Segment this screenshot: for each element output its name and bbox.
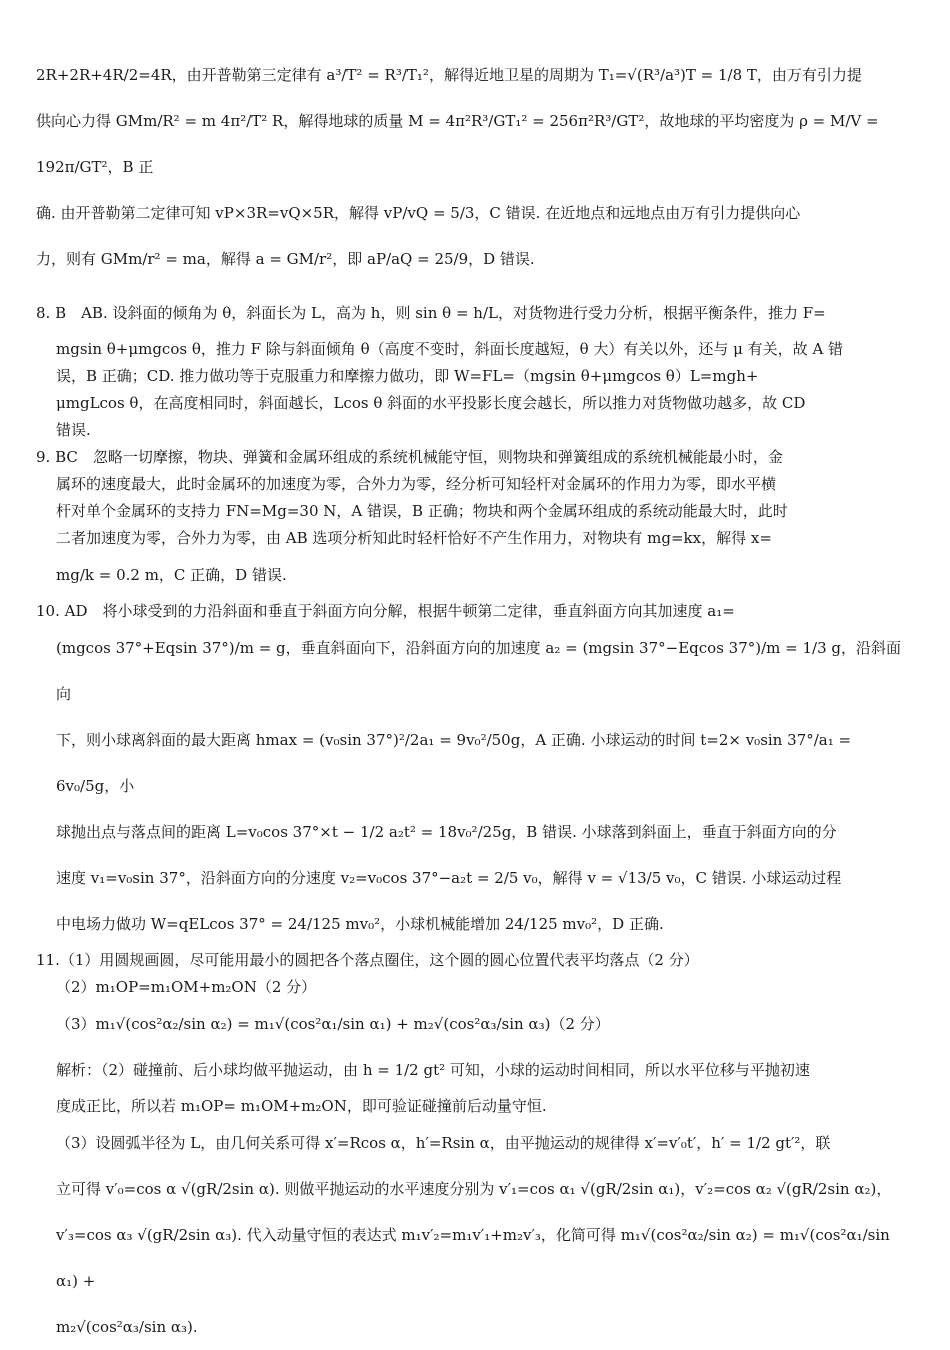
q11-line-4: 解析：（2）碰撞前、后小球均做平抛运动，由 h = 1/2 gt² 可知，小球的运动时间相同，所以水平位移与平抛初速 [56,1061,810,1079]
q7-line-1: 2R+2R+4R/2=4R，由开普勒第三定律有 a³/T² = R³/T₁²，解得近地卫星的周期为 T₁=√(R³/a³)T = 1/8 T，由万有引力提 [36,66,862,84]
q9-line-2: 属环的速度最大，此时金属环的加速度为零，合外力为零，经分析可知轻杆对金属环的作用力为零，即水平横 [56,475,777,493]
answer-block-9 [36,444,914,598]
q11-line-5: 度成正比，所以若 m₁OP= m₁OM+m₂ON，即可验证碰撞前后动量守恒. [56,1097,547,1115]
q11-line-1: 11.（1）用圆规画圆，尽可能用最小的圆把各个落点圈住，这个圆的圆心位置代表平均落点（2 分） [36,951,699,969]
q9-line-5: mg/k = 0.2 m，C 正确，D 错误. [56,566,287,584]
q7-line-2: 供向心力得 GMm/R² = m 4π²/T² R，解得地球的质量 M = 4π²R³/GT₁² = 256π²R³/GT²，故地球的平均密度为 ρ = M/V = 192π/GT²，B 正 [36,112,879,176]
q7-line-4: 力，则有 GMm/r² = ma，解得 a = GM/r²，即 aP/aQ = 25/9，D 错误. [36,250,535,268]
q8-line-3: 误，B 正确；CD. 推力做功等于克服重力和摩擦力做功，即 W=FL=（mgsin θ+μmgcos θ）L=mgh+ [56,367,759,385]
answer-block-7 [36,52,914,282]
q8-line-5: 错误. [56,421,91,439]
q7-line-3: 确. 由开普勒第二定律可知 vP×3R=vQ×5R，解得 vP/vQ = 5/3，C 错误. 在近地点和远地点由万有引力提供向心 [36,204,801,222]
q9-line-3: 杆对单个金属环的支持力 FN=Mg=30 N，A 错误，B 正确；物块和两个金属环组成的系统动能最大时，此时 [56,502,788,520]
q8-line-4: μmgLcos θ，在高度相同时，斜面越长，Lcos θ 斜面的水平投影长度会越长，所以推力对货物做功越多，故 CD [56,394,806,412]
q8-line-1: 8. B AB. 设斜面的倾角为 θ，斜面长为 L，高为 h，则 sin θ = h/L，对货物进行受力分析，根据平衡条件，推力 F= [36,304,826,322]
q10-line-1: 10. AD 将小球受到的力沿斜面和垂直于斜面方向分解，根据牛顿第二定律，垂直斜面方向其加速度 a₁= [36,602,735,620]
q11-line-2: （2）m₁OP=m₁OM+m₂ON（2 分） [56,978,317,996]
q10-line-3: 下，则小球离斜面的最大距离 hmax = (v₀sin 37°)²/2a₁ = 9v₀²/50g，A 正确. 小球运动的时间 t=2× v₀sin 37°/a₁ = 6v₀/5g，小 [56,731,852,795]
q9-line-1: 9. BC 忽略一切摩擦，物块、弹簧和金属环组成的系统机械能守恒，则物块和弹簧组成的系统机械能最小时，金 [36,448,783,466]
q11-line-9: m₂√(cos²α₃/sin α₃). [56,1318,198,1336]
q11-line-7: 立可得 v′₀=cos α √(gR/2sin α). 则做平抛运动的水平速度分别为 v′₁=cos α₁ √(gR/2sin α₁)，v′₂=cos α₂ √(gR/2sin α₂)， [56,1180,892,1198]
q9-line-4: 二者加速度为零，合外力为零，由 AB 选项分析知此时轻杆恰好不产生作用力，对物块有 mg=kx，解得 x= [56,529,772,547]
q10-line-4: 球抛出点与落点间的距离 L=v₀cos 37°×t − 1/2 a₂t² = 18v₀²/25g，B 错误. 小球落到斜面上，垂直于斜面方向的分 [56,823,837,841]
q11-line-8: v′₃=cos α₃ √(gR/2sin α₃). 代入动量守恒的表达式 m₁v′₂=m₁v′₁+m₂v′₃，化简可得 m₁√(cos²α₂/sin α₂) = m₁√(cos²α₁/sin α₁) + [56,1226,890,1290]
q10-line-5: 速度 v₁=v₀sin 37°，沿斜面方向的分速度 v₂=v₀cos 37°−a₂t = 2/5 v₀，解得 v = √13/5 v₀，C 错误. 小球运动过程 [56,869,842,887]
q10-line-6: 中电场力做功 W=qELcos 37° = 24/125 mv₀²，小球机械能增加 24/125 mv₀²，D 正确. [56,915,664,933]
answer-block-8 [36,290,914,444]
q11-line-6: （3）设圆弧半径为 L，由几何关系可得 x′=Rcos α，h′=Rsin α，由平抛运动的规律得 x′=v′₀t′，h′ = 1/2 gt′²，联 [56,1134,831,1152]
q10-line-2: (mgcos 37°+Eqsin 37°)/m = g，垂直斜面向下，沿斜面方向的加速度 a₂ = (mgsin 37°−Eqcos 37°)/m = 1/3 g，沿斜面向 [56,639,901,703]
q8-line-2: mgsin θ+μmgcos θ，推力 F 除与斜面倾角 θ（高度不变时，斜面长度越短，θ 大）有关以外，还与 μ 有关，故 A 错 [56,340,844,358]
answer-block-11 [36,947,914,1350]
q11-line-3: （3）m₁√(cos²α₂/sin α₂) = m₁√(cos²α₁/sin α₁) + m₂√(cos²α₃/sin α₃)（2 分） [56,1015,610,1033]
answer-block-10 [36,598,914,947]
